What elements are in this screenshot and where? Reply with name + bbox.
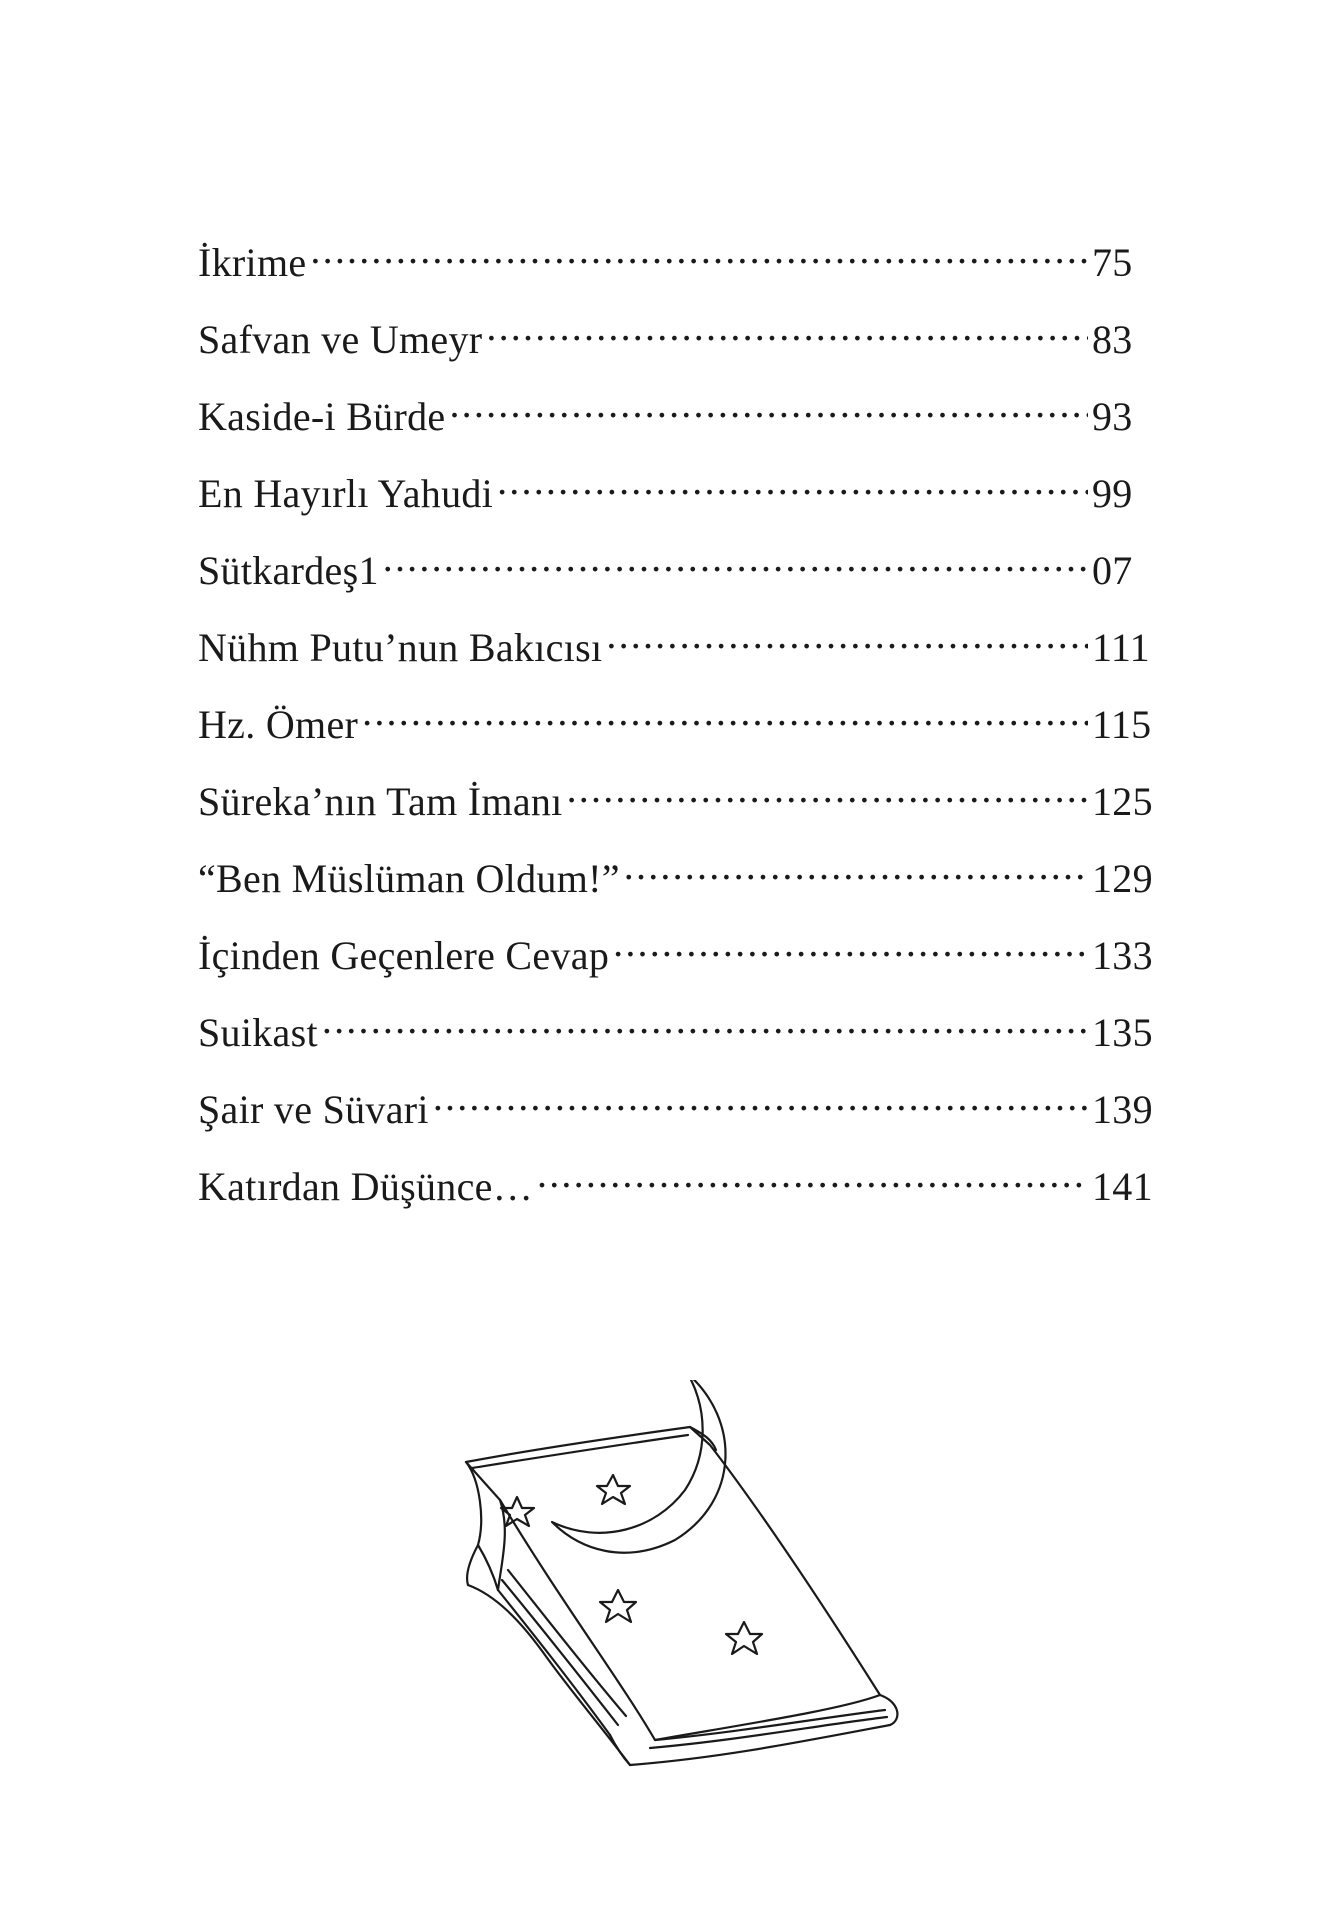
toc-leader-dots [567, 775, 1088, 815]
toc-entry-title: İkrime [198, 240, 307, 285]
toc-entry [198, 1083, 1158, 1160]
toc-leader-dots [497, 467, 1088, 507]
toc-entry-title: İçinden Geçenlere Cevap [198, 933, 610, 978]
toc-entry [198, 467, 1158, 544]
toc-leader-dots [449, 390, 1088, 430]
star-icon [726, 1622, 762, 1654]
star-icon [597, 1475, 630, 1504]
toc-leader-dots [433, 1083, 1088, 1123]
toc-leader-dots [322, 1006, 1088, 1046]
crescent-moon-icon [552, 1380, 726, 1553]
toc-entry [198, 775, 1158, 852]
toc-entry-title: Kaside-i Bürde [198, 394, 446, 439]
toc-entry [198, 1006, 1158, 1083]
star-icon [600, 1590, 636, 1622]
toc-entry-page: 125 [1092, 779, 1153, 824]
toc-entry [198, 929, 1158, 1006]
book-cover [466, 1427, 880, 1740]
table-of-contents [198, 236, 1158, 1237]
toc-entry-page: 141 [1092, 1164, 1153, 1209]
toc-entry-title: Katırdan Düşünce… [198, 1164, 534, 1209]
book-spine [466, 1462, 481, 1585]
toc-entry-title: Safvan ve Umeyr [198, 317, 483, 362]
toc-entry [198, 313, 1158, 390]
toc-entry-page: 129 [1092, 856, 1153, 901]
toc-leader-dots [606, 621, 1088, 661]
toc-entry-title: Suikast [198, 1010, 318, 1055]
toc-entry-page: 139 [1092, 1087, 1153, 1132]
toc-entry-page: 83 [1092, 317, 1133, 362]
toc-leader-dots [310, 236, 1088, 276]
book-pages [498, 1590, 610, 1735]
toc-entry-page: 133 [1092, 933, 1153, 978]
toc-entry [198, 544, 1158, 621]
book-with-crescent-and-stars-icon [440, 1380, 940, 1800]
star-icon [501, 1497, 534, 1526]
toc-entry-title: Süreka’nın Tam İmanı [198, 779, 563, 824]
toc-entry-page: 75 [1092, 240, 1133, 285]
toc-entry-title: En Hayırlı Yahudi [198, 471, 494, 516]
toc-entry [198, 390, 1158, 467]
toc-entry-page: 07 [1092, 548, 1133, 593]
toc-entry [198, 236, 1158, 313]
toc-entry-title: Nühm Putu’nun Bakıcısı [198, 625, 603, 670]
toc-entry-title: “Ben Müslüman Oldum!” [198, 856, 620, 901]
toc-entry-page: 111 [1092, 625, 1150, 670]
toc-entry-page: 115 [1092, 702, 1152, 747]
toc-leader-dots [624, 852, 1088, 892]
toc-entry [198, 698, 1158, 775]
toc-entry-title: Sütkardeş1 [198, 548, 379, 593]
toc-entry-page: 99 [1092, 471, 1133, 516]
toc-entry-page: 135 [1092, 1010, 1153, 1055]
toc-leader-dots [537, 1160, 1088, 1200]
toc-entry-page: 93 [1092, 394, 1133, 439]
toc-leader-dots [613, 929, 1088, 969]
toc-entry-title: Şair ve Süvari [198, 1087, 429, 1132]
toc-entry-title: Hz. Ömer [198, 702, 359, 747]
toc-entry [198, 852, 1158, 929]
book-illustration [440, 1380, 940, 1800]
toc-leader-dots [486, 313, 1088, 353]
toc-leader-dots [362, 698, 1088, 738]
toc-entry [198, 1160, 1158, 1237]
toc-leader-dots [383, 544, 1088, 584]
toc-entry [198, 621, 1158, 698]
